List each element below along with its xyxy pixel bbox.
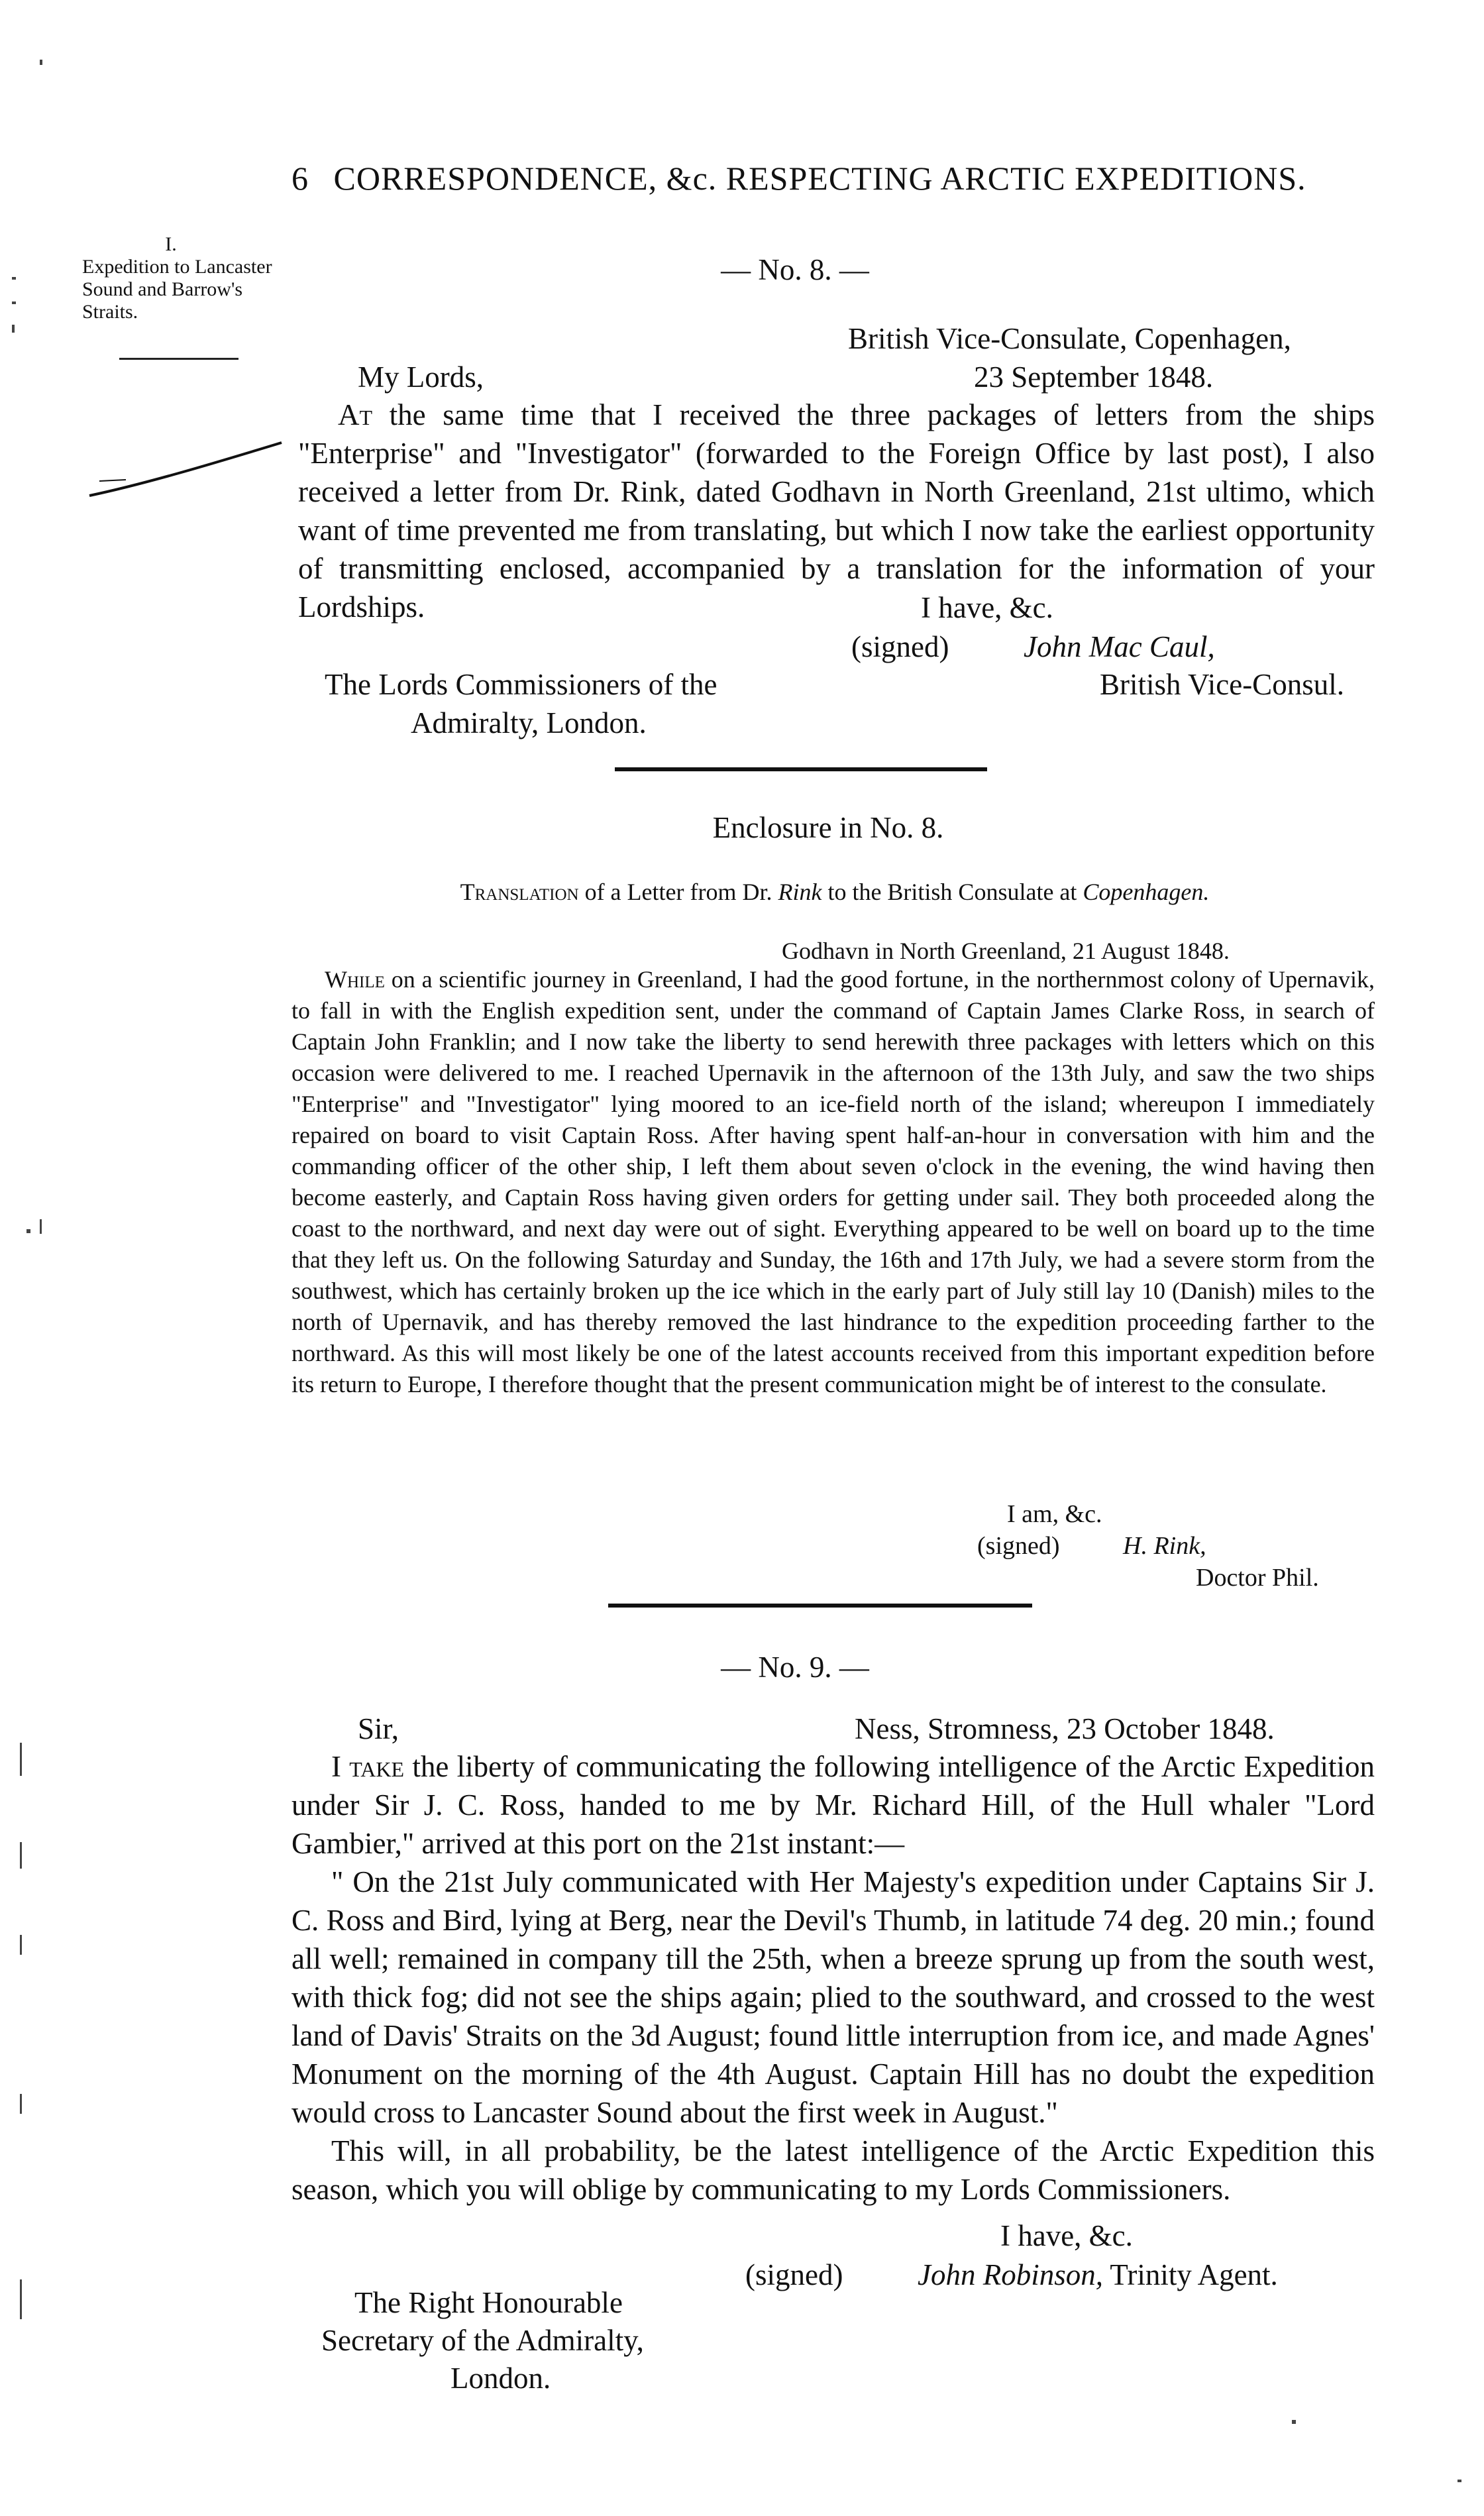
page-title: CORRESPONDENCE, &c. RESPECTING ARCTIC EXPEDITIONS.: [333, 160, 1306, 197]
section-rule: [615, 767, 987, 771]
caption-lead: Translation: [460, 879, 579, 905]
enclosure-body-lead: While: [325, 966, 385, 993]
letter-8-signer-title: British Vice-Consul.: [1100, 668, 1344, 701]
enclosure-place-date: Godhavn in North Greenland, 21 August 1848.: [782, 938, 1230, 964]
scan-speck: [20, 1842, 22, 1869]
page-number: 6: [292, 160, 309, 197]
letter-9-body: [292, 1747, 1375, 2209]
letter-8-signer: John Mac Caul,: [1024, 630, 1215, 663]
scan-speck: [20, 1935, 22, 1955]
running-header: [292, 159, 1378, 197]
letter-9-signature: [918, 2256, 1278, 2294]
letter-9-closing: I have, &c.: [1000, 2219, 1133, 2252]
letter-9-salutation: Sir,: [358, 1712, 399, 1745]
scan-speck: [20, 2279, 22, 2319]
enclosure-signer: H. Rink,: [1123, 1532, 1206, 1560]
letter-8-date: 23 September 1848.: [974, 360, 1214, 394]
letter-9-para3: This will, in all probability, be the latest intelligence of the Arctic Expedition this season, which you will oblige by communicating to my Lords Commissioners.: [292, 2134, 1375, 2206]
enclosure-heading: Enclosure in No. 8.: [712, 811, 944, 844]
letter-9-para2: " On the 21st July communicated with Her Majesty's expedition under Captains Sir J. C. Ross and Bird, lying at Berg, near the Devil's Thumb, in latitude 74 deg. 20 min.; found all well; remained in company till the 25th, when a breeze sprung up from the south west, with thick fog; did not see the ships again; plied to the southward, and crossed to the west land of Davis' Straits on the 3d August; found little interruption from ice, and made Agnes' Monument on the morning of the 4th August. Captain Hill has no doubt the expedition would cross to Lancaster Sound about the first week in August.": [292, 1865, 1375, 2129]
scan-speck: [1458, 2480, 1461, 2482]
margin-note: [58, 233, 284, 323]
letter-9-number: — No. 9. —: [721, 1651, 869, 1684]
scan-speck: [40, 1219, 42, 1234]
margin-rule: [119, 358, 238, 360]
enclosure-body: [292, 964, 1375, 1400]
letter-8-salutation: My Lords,: [358, 360, 484, 394]
letter-8-body: [298, 396, 1375, 626]
letter-8-addressee-1: The Lords Commissioners of the: [325, 668, 717, 701]
margin-note-text: Expedition to Lancaster Sound and Barrow's Straits.: [82, 256, 272, 323]
letter-9-addressee-1: The Right Honourable: [354, 2286, 623, 2319]
margin-numeral: I.: [165, 233, 177, 255]
scan-speck: [20, 2094, 22, 2114]
letter-9-addressee-2: Secretary of the Admiralty,: [321, 2324, 644, 2357]
letter-8-closing: I have, &c.: [921, 591, 1053, 624]
pen-mark: [86, 437, 285, 504]
caption-mid: of a Letter from Dr.: [578, 879, 778, 905]
scan-speck: [1292, 2420, 1296, 2424]
caption-place: Copenhagen.: [1083, 879, 1210, 905]
letter-8-number: — No. 8. —: [721, 253, 869, 286]
letter-9-para1-lead: I take: [331, 1750, 405, 1783]
scan-speck: [40, 60, 42, 65]
letter-9-signer-title: Trinity Agent.: [1110, 2258, 1278, 2291]
letter-8-body-text: the same time that I received the three packages of letters from the ships "Enterprise" and "Investigator" (forwarded to the Foreign Office by last post), I also received a letter from Dr. Rink, dated Godhavn in North Greenland, 21st ultimo, which want of time prevented me from translating, but which I now take the earliest opportunity of transmitting enclosed, accompanied by a translation for the information of your Lordships.: [298, 398, 1375, 624]
scan-speck: [12, 325, 15, 333]
letter-9-signer: John Robinson,: [918, 2258, 1103, 2291]
enclosure-closing: I am, &c.: [1007, 1500, 1102, 1528]
caption-name: Rink: [778, 879, 822, 905]
scan-speck: [12, 301, 16, 304]
section-rule-2: [608, 1604, 1032, 1608]
letter-8-addressee-2: Admiralty, London.: [411, 706, 647, 739]
scan-speck: [20, 1743, 22, 1776]
letter-9-para1: the liberty of communicating the following intelligence of the Arctic Expedition under Sir J. C. Ross, handed to me by Mr. Richard Hill, of the Hull whaler "Lord Gambier," arrived at this port on the 21st instant:—: [292, 1750, 1375, 1860]
enclosure-caption: [292, 878, 1378, 906]
letter-9-addressee-3: London.: [450, 2362, 551, 2395]
scan-speck: [12, 277, 16, 280]
letter-8-place: British Vice-Consulate, Copenhagen,: [848, 322, 1291, 355]
letter-9-place-date: Ness, Stromness, 23 October 1848.: [855, 1712, 1275, 1745]
letter-9-signed: (signed): [745, 2258, 843, 2291]
scan-speck: [26, 1229, 30, 1233]
enclosure-body-text: on a scientific journey in Greenland, I had the good fortune, in the northernmost colony of Upernavik, to fall in with the English expedition sent, under the command of Captain James Clarke Ross, in search of Captain John Franklin; and I now take the liberty to send herewith three packages with letters which on this occasion were delivered to me. I reached Upernavik in the afternoon of the 13th July, and saw the two ships "Enterprise" and "Investigator" lying moored to an ice-field north of the island; whereupon I immediately repaired on board to visit Captain Ross. After having spent half-an-hour in conversation with him and the commanding officer of the other ship, I left them about seven o'clock in the evening, the wind having then become easterly, and Captain Ross having given orders for getting under sail. They both proceeded along the coast to the northward, and next day were out of sight. Everything appeared to be well on board up to the time that they left us. On the following Saturday and Sunday, the 16th and 17th July, we had a severe storm from the southwest, which has certainly broken up the ice which in the early part of July still lay 10 (Danish) miles to the north of Upernavik, and has thereby removed the last hindrance to the expedition proceeding farther to the northward. As this will most likely be one of the latest accounts received from this important expedition before its return to Europe, I therefore thought that the present communication might be of interest to the consulate.: [292, 966, 1375, 1397]
enclosure-signed: (signed): [977, 1532, 1060, 1560]
caption-tail: to the British Consulate at: [822, 879, 1083, 905]
enclosure-signer-title: Doctor Phil.: [1196, 1564, 1319, 1592]
letter-8-signed: (signed): [851, 630, 949, 663]
letter-8-body-lead: At: [338, 398, 373, 431]
